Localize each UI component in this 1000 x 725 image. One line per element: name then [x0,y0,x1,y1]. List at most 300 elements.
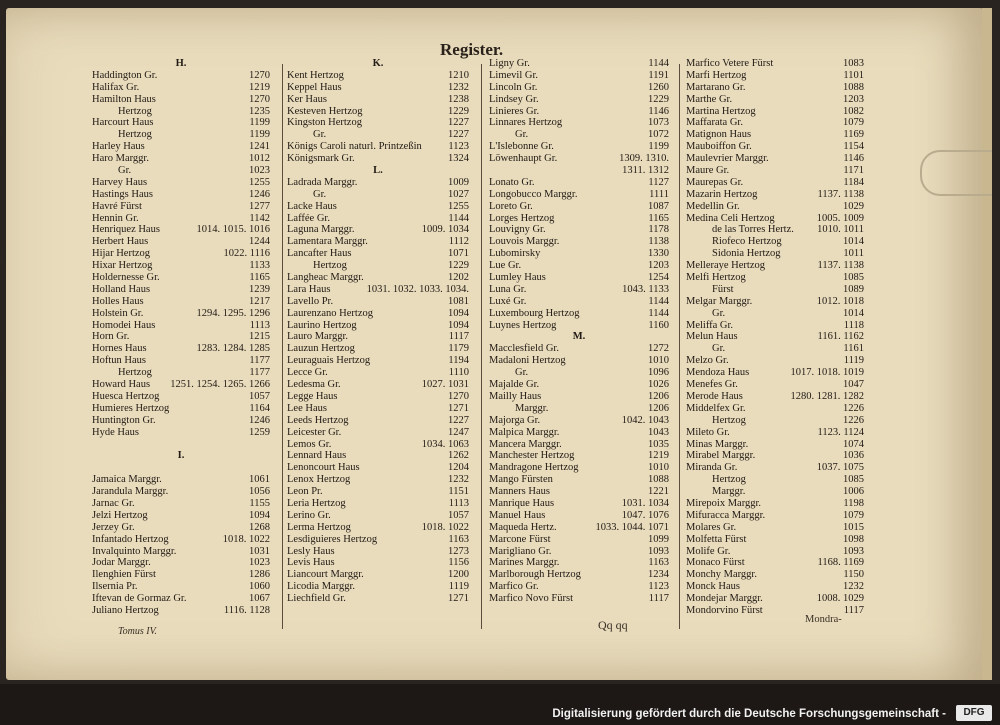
entry-pages: 1255 [249,176,270,188]
entry-name: Lavello Pr. [287,295,334,307]
entry-name: Lonato Gr. [489,176,535,188]
entry-pages: 1160 [648,319,669,331]
index-entry [92,343,270,355]
index-entry [92,379,270,391]
entry-name: Louvigny Gr. [489,224,546,236]
entry-pages: 1112 [448,236,469,248]
entry-pages: 1036 [843,450,864,462]
index-entry [489,308,669,320]
index-entry [686,403,864,415]
entry-pages: 1227 [448,117,469,129]
entry-name: Marggr. [712,486,746,498]
index-entry [489,224,669,236]
entry-name: Marfi Hertzog [686,69,747,81]
entry-name: Lincoln Gr. [489,81,538,93]
entry-name: Melzo Gr. [686,355,729,367]
entry-pages: 1088 [843,81,864,93]
index-entry [686,581,864,593]
entry-pages: 1277 [249,200,270,212]
index-entry [489,248,669,260]
entry-name: Merode Haus [686,390,743,402]
index-entry [686,58,864,70]
entry-pages: 1168. 1169 [817,557,864,569]
entry-name: Lubomirsky [489,248,541,260]
entry-name: Hyde Haus [92,426,139,438]
index-entry [686,201,864,213]
index-entry [287,106,469,118]
section-letter: K. [372,58,384,69]
entry-pages: 1042. 1043 [621,414,669,426]
index-entry [287,224,469,236]
entry-pages: 1235 [249,105,270,117]
entry-name: Mondorvino Fürst [686,604,763,616]
entry-pages: 1123 [448,141,469,153]
entry-pages: 1057 [448,509,469,521]
entry-pages: 1015 [843,521,864,533]
entry-name: Manchester Hertzog [489,450,575,462]
index-entry [489,272,669,284]
entry-name: Ilsernia Pr. [92,581,138,593]
index-entry [287,415,469,427]
entry-pages: 1255 [448,200,469,212]
index-entry [92,165,270,177]
entry-name: Kingston Hertzog [287,117,362,129]
entry-pages: 1027 [448,188,469,200]
entry-pages: 1010 [648,462,669,474]
index-entry [686,450,864,462]
entry-name: Jerzey Gr. [92,521,135,533]
entry-name: Marfico Gr. [489,581,539,593]
entry-name: Monck Haus [686,581,740,593]
index-entry [686,224,864,236]
index-entry [92,439,270,451]
entry-name: Hixar Hertzog [92,260,153,272]
entry-name: Luxé Gr. [489,295,527,307]
entry-name: Marcone Fürst [489,533,551,545]
entry-name: Jelzi Hertzog [92,509,148,521]
entry-pages: 1259 [249,426,270,438]
index-entry [287,593,469,605]
entry-pages: 1271 [448,593,469,605]
entry-name: Mazarin Hertzog [686,188,758,200]
index-entry [287,367,469,379]
entry-pages: 1171 [843,165,864,177]
index-entry [686,510,864,522]
entry-pages: 1215 [249,331,270,343]
index-entry [686,248,864,260]
index-entry [686,415,864,427]
entry-pages: 1227 [448,414,469,426]
entry-name: Harcourt Haus [92,117,154,129]
entry-pages: 1035 [648,438,669,450]
page-title: Register. [440,40,504,59]
index-entry [287,474,469,486]
entry-name: Keppel Haus [287,81,342,93]
entry-name: Marlborough Hertzog [489,569,581,581]
entry-name: Lenox Hertzog [287,474,351,486]
index-entry [287,331,469,343]
entry-name: Mailly Haus [489,390,542,402]
entry-pages: 1061 [249,474,270,486]
entry-pages: 1118 [843,319,864,331]
entry-pages: 1262 [448,450,469,462]
entry-pages: 1144 [648,58,669,69]
index-entry [92,581,270,593]
entry-pages: 1219 [249,81,270,93]
index-entry [489,534,669,546]
entry-name: Henriquez Haus [92,224,160,236]
index-entry [287,391,469,403]
entry-pages: 1047 [843,379,864,391]
entry-name: Lauzun Hertzog [287,343,355,355]
entry-name: Iftevan de Gormaz Gr. [92,593,187,605]
index-entry [686,498,864,510]
entry-name: Mirepoix Marggr. [686,497,762,509]
entry-name: Marines Marggr. [489,557,560,569]
index-entry [287,117,469,129]
entry-pages: 1010 [648,355,669,367]
entry-pages: 1083 [843,58,864,69]
index-entry [92,546,270,558]
index-entry [92,331,270,343]
entry-name: Liancourt Marggr. [287,569,364,581]
index-entry [287,284,469,296]
entry-pages: 1094 [448,307,469,319]
entry-name: Fürst [712,283,734,295]
entry-name: Martarano Gr. [686,81,746,93]
entry-pages: 1229 [448,260,469,272]
entry-name: Limevil Gr. [489,69,538,81]
index-entry [686,391,864,403]
index-entry [287,308,469,320]
entry-pages: 1088 [648,474,669,486]
index-entry [92,474,270,486]
index-entry [686,522,864,534]
index-entry [287,534,469,546]
entry-pages: 1199 [648,141,669,153]
index-entry [92,260,270,272]
index-entry [489,581,669,593]
index-column-1 [92,58,270,617]
entry-pages: 1246 [249,188,270,200]
index-entry [489,355,669,367]
entry-pages: 1127 [648,176,669,188]
entry-pages: 1073 [648,117,669,129]
index-entry [287,581,469,593]
index-entry [92,94,270,106]
entry-name: Howard Haus [92,379,151,391]
entry-name: Melfi Hertzog [686,272,746,284]
entry-name: Marggr. [515,402,549,414]
catchword: Mondra- [805,614,842,625]
entry-pages: 1022. 1116 [223,248,270,260]
entry-name: Lancafter Haus [287,248,352,260]
entry-pages: 1203 [843,93,864,105]
entry-pages: 1165 [249,272,270,284]
entry-name: Minas Marggr. [686,438,749,450]
entry-pages: 1241 [249,141,270,153]
index-entry [489,546,669,558]
column-rule [679,64,680,629]
entry-name: Mendoza Haus [686,367,750,379]
entry-name: Molife Gr. [686,545,731,557]
entry-name: Liechfield Gr. [287,593,346,605]
entry-name: Martina Hertzog [686,105,756,117]
entry-name: Mirabel Marggr. [686,450,756,462]
entry-pages: 1079 [843,117,864,129]
entry-pages: 1023 [249,165,270,177]
index-entry [489,367,669,379]
index-entry [686,474,864,486]
entry-name: Holland Haus [92,283,151,295]
entry-pages: 1119 [448,581,469,593]
entry-pages: 1204 [448,462,469,474]
index-entry [287,296,469,308]
entry-name: Melgar Marggr. [686,295,753,307]
entry-name: Molares Gr. [686,521,737,533]
index-entry [287,427,469,439]
entry-name: Mondejar Marggr. [686,593,763,605]
index-entry [686,189,864,201]
index-entry [489,474,669,486]
index-entry [287,569,469,581]
entry-name: Lee Haus [287,402,327,414]
entry-name: Leon Pr. [287,486,323,498]
index-entry [92,427,270,439]
index-entry [686,331,864,343]
index-column-4 [686,58,864,617]
entry-name: Lamentara Marggr. [287,236,368,248]
index-entry [92,534,270,546]
entry-pages: 1071 [448,248,469,260]
entry-name: Homodei Haus [92,319,156,331]
entry-name: Kent Hertzog [287,69,344,81]
index-entry [287,439,469,451]
page-edge [982,8,992,680]
index-entry [489,510,669,522]
entry-pages: 1144 [448,212,469,224]
entry-pages: 1161. 1162 [817,331,864,343]
entry-name: Haro Marggr. [92,153,149,165]
entry-name: Leicester Gr. [287,426,342,438]
index-entry [92,236,270,248]
index-entry [92,201,270,213]
index-entry [92,391,270,403]
entry-pages: 1232 [843,581,864,593]
entry-name: Gr. [313,188,327,200]
entry-name: Hertzog [712,414,746,426]
entry-name: Melun Haus [686,331,738,343]
index-entry [489,201,669,213]
index-entry [489,141,669,153]
entry-name: Invalquinto Marggr. [92,545,177,557]
entry-pages: 1034. 1063 [421,438,469,450]
entry-name: Juliano Hertzog [92,604,159,616]
entry-pages: 1246 [249,414,270,426]
entry-name: Majorga Gr. [489,414,541,426]
entry-pages: 1093 [843,545,864,557]
entry-pages: 1247 [448,426,469,438]
entry-pages: 1067 [249,593,270,605]
entry-pages: 1144 [648,307,669,319]
entry-name: Königsmark Gr. [287,153,355,165]
index-entry [287,546,469,558]
entry-pages: 1177 [249,355,270,367]
index-entry [287,213,469,225]
entry-name: Majalde Gr. [489,379,540,391]
index-entry [686,141,864,153]
entry-pages: 1229 [648,93,669,105]
entry-pages: 1229 [448,105,469,117]
entry-name: Maulevrier Marggr. [686,153,769,165]
index-entry [489,498,669,510]
entry-pages: 1085 [843,474,864,486]
index-entry [287,510,469,522]
entry-pages: 1027. 1031 [421,379,469,391]
column-rule [282,64,283,629]
entry-pages: 1324 [448,153,469,165]
entry-name: Lemos Gr. [287,438,332,450]
index-entry [489,403,669,415]
entry-pages: 1283. 1284. 1285 [196,343,270,355]
index-entry [92,308,270,320]
entry-pages: 1234 [648,569,669,581]
entry-name: Manuel Haus [489,509,546,521]
dfg-logo: DFG [956,705,992,721]
entry-pages: 1031 [249,545,270,557]
entry-name: Riofeco Hertzog [712,236,782,248]
entry-name: Linnares Hertzog [489,117,563,129]
index-entry [92,486,270,498]
entry-pages: 1146 [648,105,669,117]
entry-name: Hertzog [712,474,746,486]
entry-pages: 1029 [843,200,864,212]
entry-pages: 1117 [843,604,864,616]
entry-name: Lecce Gr. [287,367,328,379]
entry-name: Gr. [515,129,529,141]
entry-name: Maurepas Gr. [686,176,744,188]
index-entry [92,189,270,201]
entry-pages: 1280. 1281. 1282 [790,390,864,402]
index-entry [92,569,270,581]
entry-pages: 1079 [843,509,864,521]
index-entry [686,569,864,581]
index-entry [489,450,669,462]
entry-name: Huesca Hertzog [92,390,160,402]
index-entry [489,284,669,296]
entry-name: Mifuracca Marggr. [686,509,766,521]
entry-pages: 1232 [448,474,469,486]
entry-name: Laurino Hertzog [287,319,357,331]
entry-name: Meliffa Gr. [686,319,734,331]
entry-pages: 1191 [648,69,669,81]
entry-pages: 1074 [843,438,864,450]
entry-name: Lindsey Gr. [489,93,539,105]
index-entry [489,165,669,177]
entry-pages: 1110 [448,367,469,379]
entry-pages: 1098 [843,533,864,545]
section-letter: L. [373,165,383,177]
entry-pages: 1311. 1312 [622,165,669,177]
entry-pages: 1101 [843,69,864,81]
index-entry [287,355,469,367]
index-entry [287,522,469,534]
entry-pages: 1142 [249,212,270,224]
entry-pages: 1260 [648,81,669,93]
entry-pages: 1144 [648,295,669,307]
entry-pages: 1199 [249,129,270,141]
entry-pages: 1184 [843,176,864,188]
index-entry [686,296,864,308]
entry-pages: 1273 [448,545,469,557]
index-entry [686,343,864,355]
entry-name: Holdernesse Gr. [92,272,160,284]
index-entry [287,450,469,462]
entry-name: Ker Haus [287,93,327,105]
index-entry [489,70,669,82]
entry-pages: 1254 [648,272,669,284]
entry-pages: 1018. 1022 [222,533,270,545]
entry-name: Miranda Gr. [686,462,738,474]
index-entry [92,224,270,236]
index-entry [92,605,270,617]
index-entry [92,403,270,415]
entry-name: Lenoncourt Haus [287,462,360,474]
index-entry [92,296,270,308]
entry-name: Monchy Marggr. [686,569,757,581]
entry-pages: 1017. 1018. 1019 [790,367,864,379]
index-entry [287,343,469,355]
entry-name: Ledesma Gr. [287,379,341,391]
entry-name: Lara Haus [287,283,331,295]
section-letter: I. [177,450,185,462]
index-entry [92,557,270,569]
index-entry [686,94,864,106]
entry-name: Madaloni Hertzog [489,355,566,367]
index-entry [92,498,270,510]
entry-name: Mileto Gr. [686,426,730,438]
column-rule [481,64,482,629]
entry-pages: 1150 [843,569,864,581]
entry-name: Laurenzano Hertzog [287,307,373,319]
index-entry [489,106,669,118]
index-entry [287,153,469,165]
entry-name: Macclesfield Gr. [489,343,559,355]
section-letter: H. [175,58,187,69]
entry-pages: 1116. 1128 [223,604,270,616]
entry-name: Manners Haus [489,486,550,498]
index-entry [686,439,864,451]
entry-pages: 1221 [648,486,669,498]
entry-pages: 1018. 1022 [421,521,469,533]
entry-name: Herbert Haus [92,236,149,248]
index-entry [489,427,669,439]
index-entry [287,403,469,415]
index-entry [686,320,864,332]
entry-name: Holles Haus [92,295,144,307]
index-entry [92,284,270,296]
entry-name: Ladrada Marggr. [287,176,358,188]
index-entry [489,296,669,308]
entry-pages: 1138 [648,236,669,248]
entry-pages: 1206 [648,402,669,414]
index-entry [92,272,270,284]
index-entry [686,106,864,118]
index-entry [489,593,669,605]
entry-name: Melleraye Hertzog [686,260,766,272]
entry-pages: 1330 [648,248,669,260]
index-entry [686,260,864,272]
